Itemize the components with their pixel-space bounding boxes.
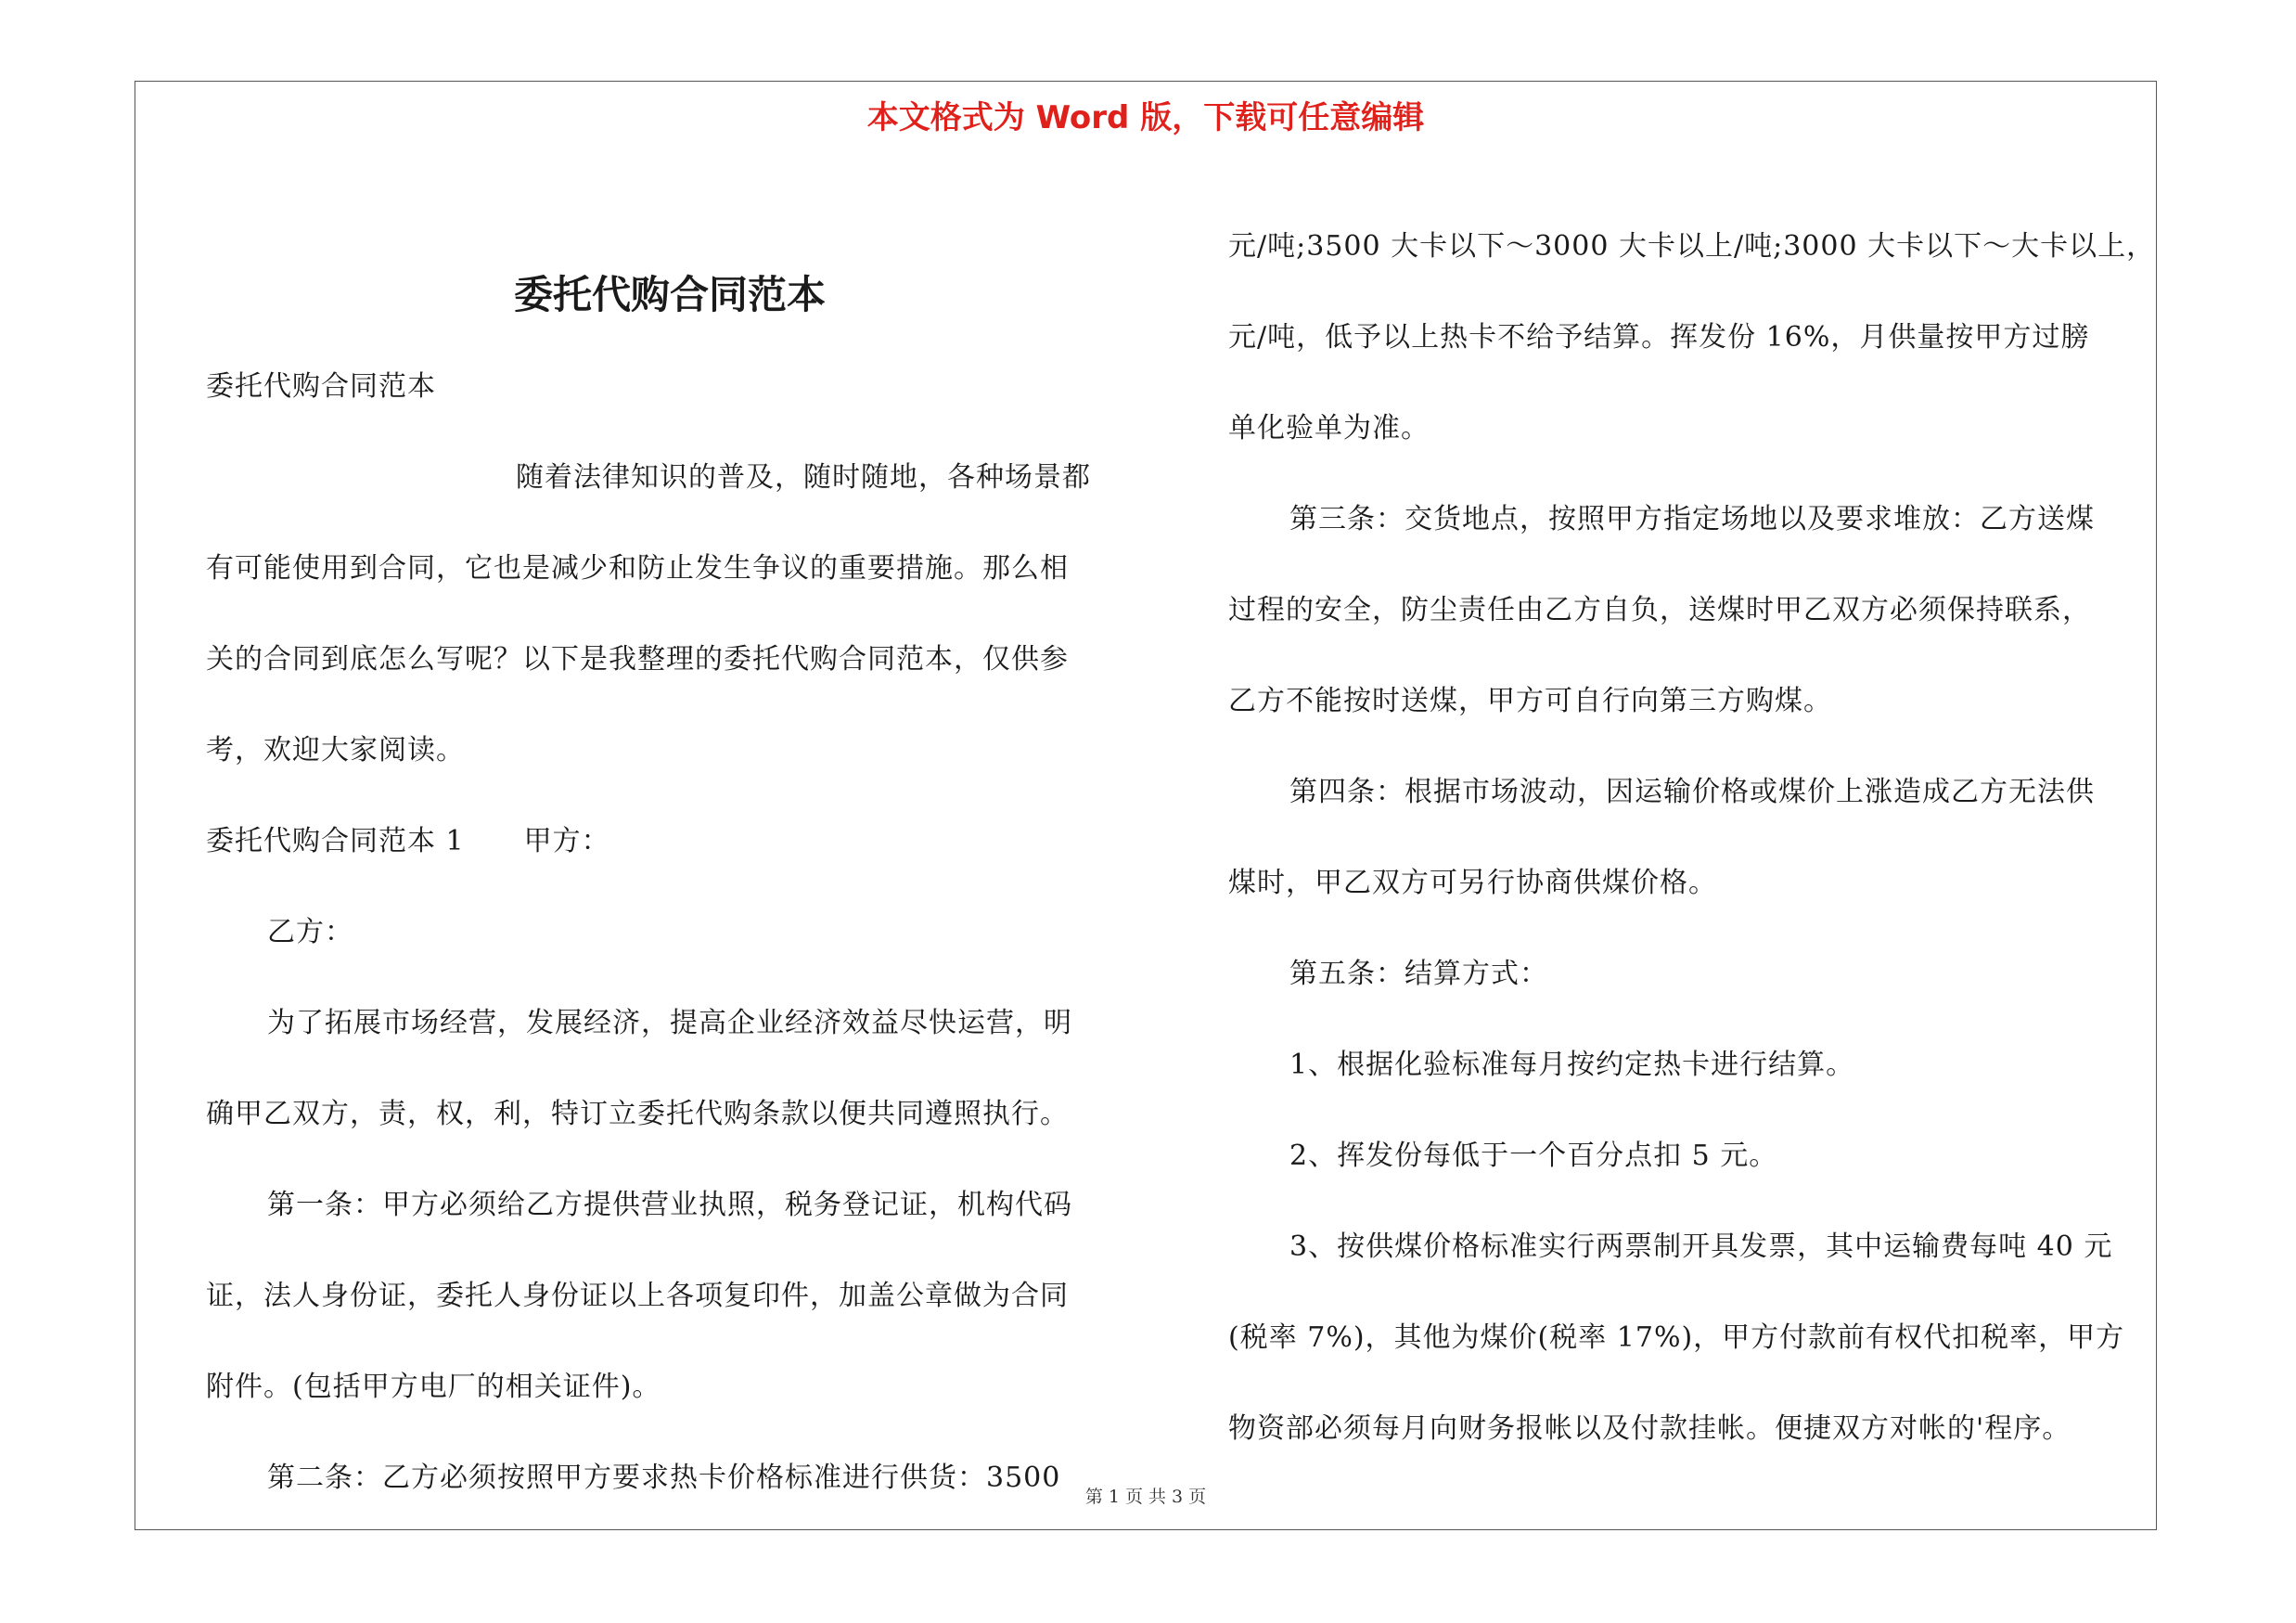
paragraph-line: 确甲乙双方，责，权，利，特订立委托代购条款以便共同遵照执行。 (206, 1098, 1069, 1130)
paragraph-line: 第四条：根据市场波动，因运输价格或煤价上涨造成乙方无法供 (1289, 776, 2095, 808)
paragraph-line: 第二条：乙方必须按照甲方要求热卡价格标准进行供货：3500 (267, 1462, 1061, 1494)
document-page (135, 81, 2157, 1530)
right-column (1228, 201, 2156, 1475)
paragraph-line: 为了拓展市场经营，发展经济，提高企业经济效益尽快运营，明 (267, 1007, 1072, 1039)
paragraph-line: 随着法律知识的普及，随时随地，各种场景都 (516, 461, 1091, 494)
paragraph-line: 第五条：结算方式： (1289, 958, 1548, 990)
party-b-label: 乙方： (267, 916, 353, 948)
paragraph-line: 煤时，甲乙双方可另行协商供煤价格。 (1228, 867, 1717, 899)
paragraph-line: 第一条：甲方必须给乙方提供营业执照，税务登记证，机构代码 (267, 1189, 1072, 1221)
paragraph-line: 证，法人身份证，委托人身份证以上各项复印件，加盖公章做为合同 (206, 1280, 1069, 1312)
paragraph-line: 委托代购合同范本 (206, 370, 436, 403)
paragraph-line: 乙方不能按时送煤，甲方可自行向第三方购煤。 (1228, 685, 1832, 717)
page-number-footer: 第 1 页 共 3 页 (1084, 1487, 1207, 1507)
paragraph-line: 1、根据化验标准每月按约定热卡进行结算。 (1289, 1049, 1855, 1081)
paragraph-line: 2、挥发份每低于一个百分点扣 5 元。 (1289, 1140, 1778, 1172)
party-a-label: 甲方： (523, 825, 610, 857)
paragraph-line: 有可能使用到合同，它也是减少和防止发生争议的重要措施。那么相 (206, 552, 1069, 585)
paragraph-line: 第三条：交货地点，按照甲方指定场地以及要求堆放：乙方送煤 (1289, 503, 2095, 535)
document-title: 委托代购合同范本 (513, 272, 826, 317)
left-column (206, 341, 1134, 1524)
paragraph-line: 元/吨;3500 大卡以下～3000 大卡以上/吨;3000 大卡以下～大卡以上， (1228, 230, 2156, 263)
paragraph-line: 附件。(包括甲方电厂的相关证件)。 (206, 1371, 661, 1403)
format-banner: 本文格式为 Word 版，下载可任意编辑 (866, 99, 1425, 136)
paragraph-line: 过程的安全，防尘责任由乙方自负，送煤时甲乙双方必须保持联系， (1228, 594, 2091, 626)
paragraph-line: 单化验单为准。 (1228, 412, 1430, 444)
paragraph-line: 元/吨，低予以上热卡不给予结算。挥发份 16%，月供量按甲方过膀 (1228, 321, 2090, 354)
paragraph-line (206, 796, 1134, 887)
paragraph-line: 物资部必须每月向财务报帐以及付款挂帐。便捷双方对帐的'程序。 (1228, 1412, 2072, 1445)
paragraph-line: (税率 7%)，其他为煤价(税率 17%)，甲方付款前有权代扣税率，甲方 (1228, 1321, 2125, 1354)
paragraph-line: 考，欢迎大家阅读。 (206, 734, 465, 766)
paragraph-line: 关的合同到底怎么写呢？以下是我整理的委托代购合同范本，仅供参 (206, 643, 1069, 676)
contract-heading: 委托代购合同范本 1 (206, 825, 465, 857)
paragraph-line: 3、按供煤价格标准实行两票制开具发票，其中运输费每吨 40 元 (1289, 1230, 2113, 1263)
